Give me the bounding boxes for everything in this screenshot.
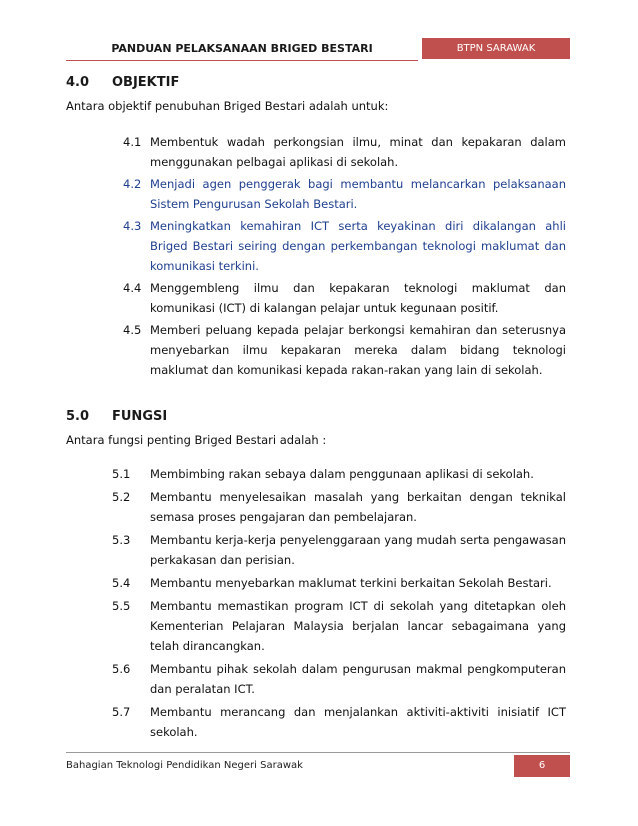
item-number: 5.4 (112, 576, 131, 590)
list-item (112, 487, 566, 527)
page-header (66, 38, 570, 59)
item-number: 5.7 (112, 705, 131, 719)
item-text: Meningkatkan kemahiran ICT serta keyakinan diri dikalangan ahli Briged Bestari seiring dengan perkembangan teknologi maklumat dan komunikasi terkini. (150, 219, 566, 273)
item-number: 4.3 (123, 219, 142, 233)
section-heading-fungsi (66, 404, 566, 430)
objektif-list (66, 132, 566, 380)
list-item (123, 174, 566, 214)
page-footer (66, 752, 570, 778)
section-intro: Antara fungsi penting Briged Bestari adalah : (66, 433, 327, 447)
item-number: 5.3 (112, 533, 131, 547)
item-number: 5.5 (112, 599, 131, 613)
item-text: Membentuk wadah perkongsian ilmu, minat dan kepakaran dalam menggunakan pelbagai aplikasi di sekolah. (150, 135, 566, 169)
list-item (112, 702, 566, 742)
header-tag: BTPN SARAWAK (422, 38, 570, 59)
document-title: PANDUAN PELAKSANAAN BRIGED BESTARI (111, 42, 373, 55)
section-number: 4.0 (66, 75, 90, 90)
item-number: 4.4 (123, 281, 142, 295)
item-text: Membimbing rakan sebaya dalam penggunaan aplikasi di sekolah. (150, 467, 534, 481)
section-title: FUNGSI (112, 409, 168, 424)
item-text: Membantu kerja-kerja penyelenggaraan yang mudah serta pengawasan perkakasan dan perisian. (150, 533, 566, 567)
list-item (112, 596, 566, 656)
list-item (123, 320, 566, 380)
section-number: 5.0 (66, 409, 90, 424)
list-item (112, 659, 566, 699)
item-text: Membantu menyebarkan maklumat terkini berkaitan Sekolah Bestari. (150, 576, 552, 590)
item-text: Membantu pihak sekolah dalam pengurusan makmal pengkomputeran dan peralatan ICT. (150, 662, 566, 696)
header-rule (66, 60, 418, 61)
section-title: OBJEKTIF (112, 75, 180, 90)
item-number: 5.1 (112, 467, 131, 481)
section-intro: Antara objektif penubuhan Briged Bestari adalah untuk: (66, 99, 389, 113)
item-text: Membantu merancang dan menjalankan aktiviti-aktiviti inisiatif ICT sekolah. (150, 705, 566, 739)
section-heading-objektif (66, 70, 566, 96)
item-number: 4.1 (123, 135, 142, 149)
item-text: Membantu memastikan program ICT di sekolah yang ditetapkan oleh Kementerian Pelajaran Malaysia berjalan lancar sebagaimana yang telah dirancangkan. (150, 599, 566, 653)
item-text: Membantu menyelesaikan masalah yang berkaitan dengan teknikal semasa proses pengajaran dan pembelajaran. (150, 490, 566, 524)
list-item (123, 132, 566, 172)
fungsi-list (66, 464, 566, 742)
list-item (112, 464, 566, 484)
item-number: 4.2 (123, 177, 142, 191)
list-item (123, 278, 566, 318)
footer-rule (66, 752, 570, 753)
page-number: 6 (514, 755, 570, 777)
item-number: 5.2 (112, 490, 131, 504)
page-content (66, 70, 566, 745)
item-number: 4.5 (123, 323, 142, 337)
item-text: Menggembleng ilmu dan kepakaran teknologi maklumat dan komunikasi (ICT) di kalangan pelajar untuk kegunaan positif. (150, 281, 566, 315)
section-spacer (66, 382, 566, 404)
footer-text: Bahagian Teknologi Pendidikan Negeri Sarawak (66, 760, 303, 771)
list-item (123, 216, 566, 276)
list-item (112, 530, 566, 570)
item-text: Memberi peluang kepada pelajar berkongsi kemahiran dan seterusnya menyebarkan ilmu kepakaran mereka dalam bidang teknologi maklumat dan komunikasi kepada rakan-rakan yang lain di sekolah. (150, 323, 566, 377)
item-text: Menjadi agen penggerak bagi membantu melancarkan pelaksanaan Sistem Pengurusan Sekolah Bestari. (150, 177, 566, 211)
item-number: 5.6 (112, 662, 131, 676)
list-item (112, 573, 566, 593)
